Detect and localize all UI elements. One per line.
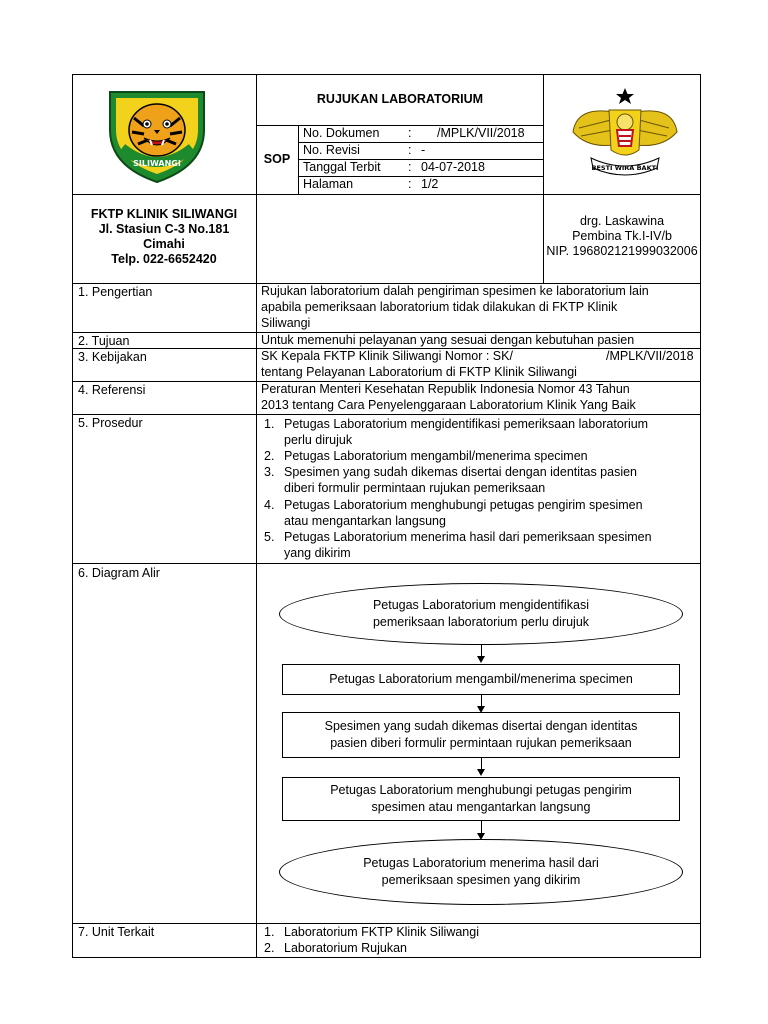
list-number: 1.: [264, 417, 275, 431]
flow-step-start: [279, 583, 683, 645]
meta-label: No. Dokumen: [303, 126, 380, 140]
flow-text: Petugas Laboratorium menghubungi petugas pengirim: [330, 783, 632, 797]
section-label-prosedur: 5. Prosedur: [78, 416, 143, 430]
meta-value: /MPLK/VII/2018: [437, 126, 525, 140]
flow-text: spesimen atau mengantarkan langsung: [371, 800, 591, 814]
list-item: diberi formulir permintaan rujukan pemeriksaan: [284, 481, 546, 495]
signatory-name: drg. Laskawina: [579, 214, 665, 228]
text-line: Siliwangi: [261, 316, 311, 330]
meta-colon: :: [408, 143, 412, 157]
flow-step-end: [279, 839, 683, 905]
clinic-city: Cimahi: [143, 237, 185, 251]
svg-text:BESTI WIRA BAKTI: BESTI WIRA BAKTI: [591, 164, 659, 172]
list-item: Petugas Laboratorium menerima hasil dari pemeriksaan spesimen: [284, 530, 652, 544]
flow-arrow-head: [477, 769, 485, 776]
meta-label: Halaman: [303, 177, 354, 191]
section-label-kebijakan: 3. Kebijakan: [78, 350, 147, 364]
meta-value: -: [421, 143, 426, 157]
list-item: Spesimen yang sudah dikemas disertai dengan identitas pasien: [284, 465, 638, 479]
flow-text: Petugas Laboratorium mengidentifikasi: [372, 598, 590, 612]
flow-step: [282, 712, 680, 758]
list-item: yang dikirim: [284, 546, 351, 560]
clinic-street: Jl. Stasiun C-3 No.181: [98, 222, 230, 236]
document-title: RUJUKAN LABORATORIUM: [316, 92, 484, 106]
flow-text: Spesimen yang sudah dikemas disertai dengan identitas: [324, 719, 638, 733]
list-number: 2.: [264, 449, 275, 463]
meta-value: 04-07-2018: [421, 160, 485, 174]
meta-label: No. Revisi: [303, 143, 360, 157]
signatory-rank: Pembina Tk.I-IV/b: [572, 229, 672, 243]
text-line: /MPLK/VII/2018: [606, 349, 694, 363]
list-item: Petugas Laboratorium mengambil/menerima specimen: [284, 449, 588, 463]
list-number: 2.: [264, 941, 275, 955]
section-label-referensi: 4. Referensi: [78, 383, 146, 397]
flow-arrow-head: [477, 656, 485, 663]
meta-colon: :: [408, 160, 412, 174]
section-label-pengertian: 1. Pengertian: [78, 285, 153, 299]
text-line: Peraturan Menteri Kesehatan Republik Indonesia Nomor 43 Tahun: [261, 382, 630, 396]
sop-label: SOP: [263, 152, 291, 166]
siliwangi-tiger-emblem: [104, 86, 210, 186]
section-label-tujuan: 2. Tujuan: [78, 334, 130, 348]
clinic-name: FKTP KLINIK SILIWANGI: [90, 207, 238, 221]
text-line: Rujukan laboratorium dalah pengiriman spesimen ke laboratorium lain: [261, 284, 649, 298]
text-line: 2013 tentang Cara Penyelenggaraan Laboratorium Klinik Yang Baik: [261, 398, 636, 412]
meta-colon: :: [408, 177, 412, 191]
flow-text: pasien diberi formulir permintaan rujukan pemeriksaan: [330, 736, 632, 750]
flow-text: pemeriksaan laboratorium perlu dirujuk: [372, 615, 590, 629]
kesdam-eagle-emblem: [569, 84, 681, 184]
flow-text: pemeriksaan spesimen yang dikirim: [381, 873, 581, 887]
signatory-nip: NIP. 196802121999032006: [546, 244, 698, 258]
svg-text:SILIWANGI: SILIWANGI: [133, 159, 181, 168]
text-line: apabila pemeriksaan laboratorium tidak dilakukan di FKTP Klinik: [261, 300, 618, 314]
flow-step: [282, 777, 680, 821]
text-line: tentang Pelayanan Laboratorium di FKTP Klinik Siliwangi: [261, 365, 577, 379]
list-item: Petugas Laboratorium menghubungi petugas pengirim spesimen: [284, 498, 643, 512]
list-number: 1.: [264, 925, 275, 939]
tujuan-text: Untuk memenuhi pelayanan yang sesuai dengan kebutuhan pasien: [261, 333, 635, 347]
text-line: SK Kepala FKTP Klinik Siliwangi Nomor : SK/: [261, 349, 513, 363]
list-item: perlu dirujuk: [284, 433, 353, 447]
list-number: 3.: [264, 465, 275, 479]
flow-text: Petugas Laboratorium mengambil/menerima specimen: [329, 672, 633, 686]
list-item: Laboratorium FKTP Klinik Siliwangi: [284, 925, 479, 939]
section-label-unit: 7. Unit Terkait: [78, 925, 155, 939]
meta-value: 1/2: [421, 177, 439, 191]
list-number: 4.: [264, 498, 275, 512]
flow-text: Petugas Laboratorium menerima hasil dari: [363, 856, 599, 870]
meta-colon: :: [408, 126, 412, 140]
list-item: atau mengantarkan langsung: [284, 514, 446, 528]
list-number: 5.: [264, 530, 275, 544]
list-item: Laboratorium Rujukan: [284, 941, 407, 955]
clinic-phone: Telp. 022-6652420: [111, 252, 217, 266]
section-label-diagram: 6. Diagram Alir: [78, 566, 160, 580]
flow-step: [282, 664, 680, 695]
meta-label: Tanggal Terbit: [303, 160, 381, 174]
list-item: Petugas Laboratorium mengidentifikasi pemeriksaan laboratorium: [284, 417, 649, 431]
